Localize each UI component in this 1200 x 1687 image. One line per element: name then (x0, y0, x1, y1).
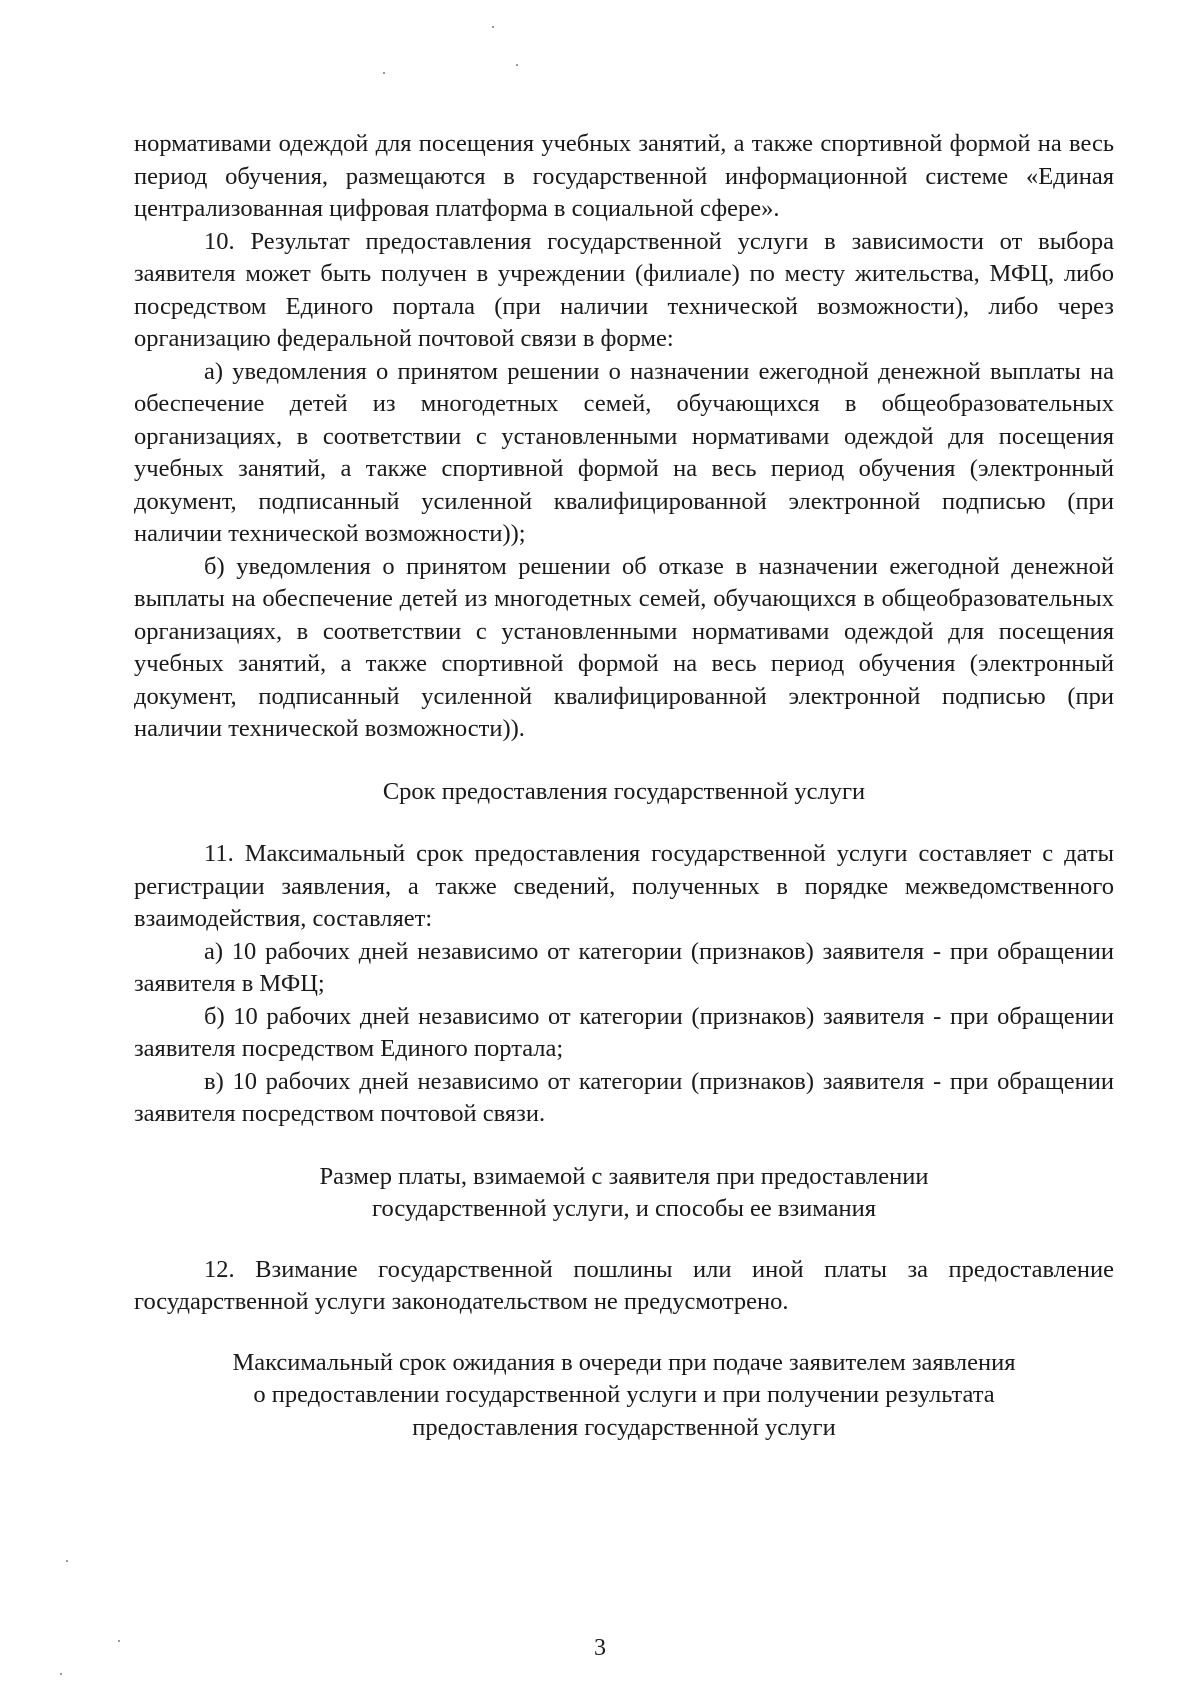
heading-fee (134, 1161, 1114, 1226)
paragraph-11a: а) 10 рабочих дней независимо от категории (признаков) заявителя - при обращении заявителя в МФЦ; (134, 937, 1114, 997)
heading-fee-line1: Размер платы, взимаемой с заявителя при предоставлении (319, 1162, 929, 1190)
paragraph-12: 12. Взимание государственной пошлины или иной платы за предоставление государственной услуги законодательством не предусмотрено. (134, 1255, 1114, 1315)
document-body (134, 128, 1114, 1444)
scan-speck (383, 72, 385, 74)
heading-queue-line2: о предоставлении государственной услуги и при получении результата (253, 1381, 995, 1408)
scan-speck (66, 1560, 68, 1562)
page-number: 3 (594, 1635, 606, 1661)
heading-queue-line1: Максимальный срок ожидания в очереди при подаче заявителем заявления (232, 1348, 1016, 1376)
paragraph-11: 11. Максимальный срок предоставления государственной услуги составляет с даты регистрации заявления, а также сведений, полученных в порядке межведомственного взаимодействия, составляет: (134, 840, 1114, 932)
paragraph-10: 10. Результат предоставления государственной услуги в зависимости от выбора заявителя может быть получен в учреждении (филиале) по месту жительства, МФЦ, либо посредством Единого портала (при наличии технической возможности), либо через организацию федеральной почтовой связи в форме: (134, 227, 1114, 352)
paragraph-11b: б) 10 рабочих дней независимо от категории (признаков) заявителя - при обращении заявителя посредством Единого портала; (134, 1002, 1114, 1062)
heading-service-term: Срок предоставления государственной услуги (382, 777, 866, 805)
heading-queue-line3: предоставления государственной услуги (412, 1413, 836, 1441)
heading-fee-line2: государственной услуги, и способы ее взимания (372, 1195, 876, 1222)
paragraph-continuation: нормативами одеждой для посещения учебных занятий, а также спортивной формой на весь период обучения, размещаются в государственной информационной системе «Единая централизованная цифровая платформа в социальной сфере». (134, 130, 1114, 222)
paragraph-10b: б) уведомления о принятом решении об отказе в назначении ежегодной денежной выплаты на обеспечение детей из многодетных семей, обучающихся в общеобразовательных организациях, в соответствии с установленными нормативами одеждой для посещения учебных занятий, а также спортивной формой на весь период обучения (электронный документ, подписанный усиленной квалифицированной электронной подписью (при наличии технической возможности)). (134, 552, 1114, 742)
paragraph-11c: в) 10 рабочих дней независимо от категории (признаков) заявителя - при обращении заявителя посредством почтовой связи. (134, 1067, 1114, 1127)
heading-queue (134, 1347, 1114, 1445)
scan-speck (60, 1673, 62, 1675)
scan-speck (492, 26, 494, 28)
paragraph-10a: а) уведомления о принятом решении о назначении ежегодной денежной выплаты на обеспечение детей из многодетных семей, обучающихся в общеобразовательных организациях, в соответствии с установленными нормативами одеждой для посещения учебных занятий, а также спортивной формой на весь период обучения (электронный документ, подписанный усиленной квалифицированной электронной подписью (при наличии технической возможности)); (134, 357, 1114, 547)
scan-speck (516, 64, 518, 66)
